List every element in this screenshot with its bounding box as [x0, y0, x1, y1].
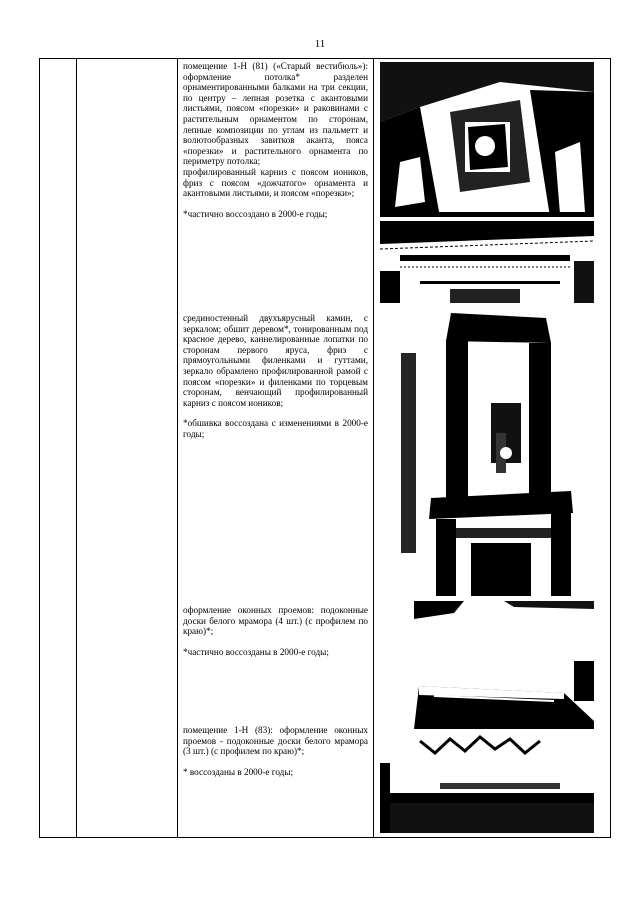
windowsill-photo	[414, 601, 594, 729]
table-row	[40, 59, 611, 838]
section-main-text: помещение 1-Н (83): оформление оконных проемов - подоконные доски белого мрамора (3 шт.) (с профилем по краю)*;	[183, 725, 368, 757]
fireplace-photo	[401, 313, 581, 596]
section-main-text: оформление оконных проемов: подоконные доски белого мрамора (4 шт.) (с профилем по краю)*;	[183, 605, 368, 637]
cornice-photo	[380, 221, 594, 303]
section-fireplace	[183, 313, 368, 440]
ceiling-photo	[380, 62, 594, 217]
windowsill-room83-photo	[380, 733, 594, 833]
photo-column	[374, 59, 611, 838]
name-column	[77, 59, 178, 838]
heritage-table	[39, 58, 611, 838]
section-note: *обшивка воссоздана с изменениями в 2000-е годы;	[183, 418, 368, 439]
number-column	[40, 59, 77, 838]
section-note: *частично воссоздано в 2000-е годы;	[183, 208, 328, 219]
section-windows-81	[183, 605, 368, 657]
section-ceiling	[183, 61, 368, 219]
section-windows-83	[183, 725, 368, 777]
page-number: 11	[314, 38, 326, 50]
description-column	[178, 59, 374, 838]
section-note: * воссозданы в 2000-е годы;	[183, 766, 294, 777]
section-note: *частично воссозданы в 2000-е годы;	[183, 646, 329, 657]
section-extra-text: профилированный карниз с поясом иоников, фриз с поясом «дожчатого» орнамента и акантовыми листьями, и поясом «порезки»;	[183, 166, 368, 199]
section-main-text: срединостенный двухъярусный камин, с зеркалом; обшит деревом*, тонированным под красное дерево, каннелированные лопатки по сторонам первого яруса, фриз с прямоугольными филенками и гуттами, зеркало обрамлено профилированной рамой с поясом «порезки» и филенками по торцевым сторонам, венчающий профилированный карниз с поясом иоников;	[183, 313, 368, 408]
section-main-text: помещение 1-Н (81) («Старый вестибюль»): оформление потолка* разделен орнаментированными балками на три секции, по центру – лепная розетка с акантовыми листьями, поясом «порезки» и раковинами с растительным орнаментом по сторонам, лепные композиции по углам из пальметт и волютообразных завитков аканта, пояса «порезки» и растительного орнамента по периметру потолка;	[183, 61, 368, 167]
